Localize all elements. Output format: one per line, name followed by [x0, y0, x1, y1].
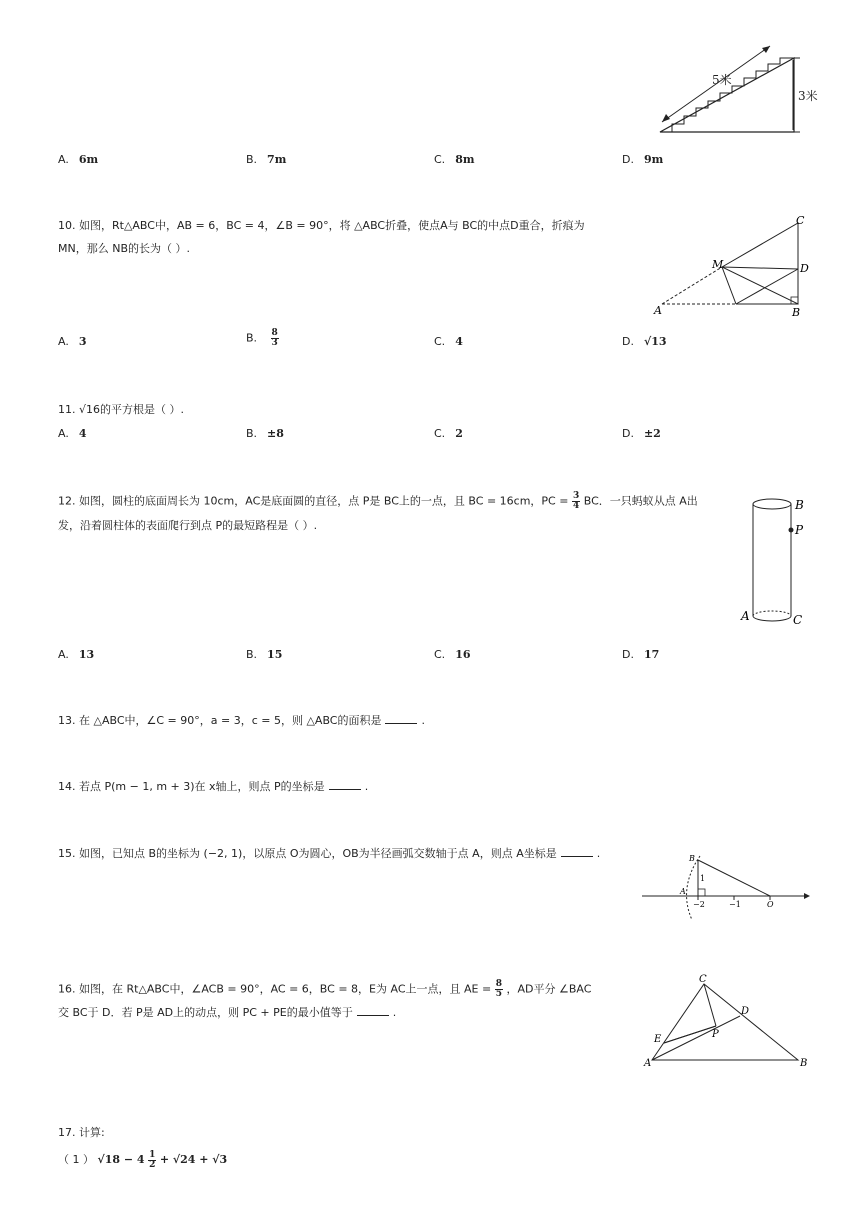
option-letter: A.	[58, 427, 69, 440]
option-value: 6m	[78, 153, 99, 166]
q12-label-c: C	[793, 613, 803, 627]
q16-text-part-b: ，AD平分 ∠BAC	[506, 982, 592, 996]
q10-label-d: D	[800, 262, 809, 275]
q10-text-line1: 10. 如图，Rt△ABC中，AB = 6，BC = 4，∠B = 90°，将 △ABC折叠，使点A与 BC的中点D重合，折痕为	[58, 219, 585, 232]
q15-label-one: 1	[700, 874, 706, 883]
q12-option-b[interactable]	[246, 648, 282, 661]
q14-answer-blank[interactable]	[329, 779, 361, 790]
q11-option-d[interactable]	[622, 427, 661, 440]
q10-label-m: M	[712, 258, 724, 271]
q17-part-label: （ 1 ）	[58, 1153, 94, 1166]
q12-text-line1	[58, 492, 698, 511]
q10-option-c[interactable]	[434, 335, 463, 348]
option-letter: C.	[434, 335, 446, 348]
option-value: 13	[78, 648, 95, 661]
q16-label-e: E	[654, 1034, 662, 1045]
frac-num: 1	[149, 1149, 156, 1160]
fraction-8-5	[495, 980, 503, 999]
q12-text-part-a: 12. 如图，圆柱的底面周长为 10cm，AC是底面圆的直径，点 P是 BC上的一点，且 BC = 16cm，PC =	[58, 494, 569, 508]
q16-label-d: D	[741, 1006, 750, 1017]
q16-text-part-b: .	[392, 1006, 397, 1019]
q12-option-d[interactable]	[622, 648, 659, 661]
q17-part1	[58, 1148, 227, 1172]
q12-text-part-b: BC．一只蚂蚁从点 A出	[583, 494, 698, 508]
q12-label-b: B	[795, 498, 804, 512]
option-value: 17	[643, 648, 660, 661]
q11-text: 11. √16的平方根是（ ）.	[58, 403, 184, 416]
option-value: 4	[78, 427, 87, 440]
q16-label-b: B	[800, 1058, 808, 1069]
q10-text-line2: MN，那么 NB的长为（ ）.	[58, 242, 190, 255]
frac-num: 3	[572, 491, 580, 501]
frac-num: 8	[271, 328, 278, 338]
option-letter: B.	[246, 648, 258, 661]
q9-label-height: 3米	[798, 89, 818, 103]
q16-label-c: C	[699, 974, 707, 985]
frac-num: 8	[495, 979, 502, 989]
option-letter: A.	[58, 153, 69, 166]
fraction-1-2	[148, 1151, 156, 1170]
option-letter: D.	[622, 335, 634, 348]
option-value: 7m	[267, 153, 287, 166]
q10-label-c: C	[796, 214, 805, 227]
fraction-3-4	[572, 492, 580, 511]
frac-den: 5	[495, 989, 502, 999]
q10-option-a[interactable]	[58, 335, 86, 348]
q13-answer-blank[interactable]	[385, 713, 417, 724]
frac-den: 3	[271, 338, 278, 348]
option-value: ±8	[267, 427, 284, 440]
q14-text-part-a: 14. 若点 P(m − 1, m + 3)在 x轴上，则点 P的坐标是	[58, 780, 325, 793]
option-letter: D.	[622, 648, 634, 661]
option-letter: A.	[58, 335, 69, 348]
q9-option-b[interactable]	[246, 153, 286, 166]
option-letter: C.	[434, 648, 446, 661]
q9-staircase-figure	[650, 40, 820, 140]
option-value: 15	[267, 648, 283, 661]
q16-label-p: P	[712, 1029, 719, 1040]
frac-den: 4	[572, 501, 580, 511]
q10-label-b: B	[792, 306, 801, 319]
q16-triangle-figure	[640, 972, 812, 1072]
q16-text-part-a: 16. 如图，在 Rt△ABC中，∠ACB = 90°，AC = 6，BC = 8，E为 AC上一点，且 AE =	[58, 982, 492, 996]
q10-option-d[interactable]	[622, 335, 667, 348]
q12-option-a[interactable]	[58, 648, 94, 661]
q16-answer-blank[interactable]	[357, 1005, 389, 1016]
q12-option-c[interactable]	[434, 648, 471, 661]
option-letter: B.	[246, 427, 258, 440]
q11-option-a[interactable]	[58, 427, 86, 440]
q9-label-hypotenuse: 5米	[712, 73, 732, 87]
q12-text-line2: 发，沿着圆柱体的表面爬行到点 P的最短路程是（ ）.	[58, 519, 318, 532]
frac-den: 2	[149, 1159, 156, 1170]
option-value: 16	[455, 648, 471, 661]
q14-text	[58, 779, 368, 795]
option-letter: D.	[622, 427, 634, 440]
q10-option-b[interactable]	[246, 329, 279, 348]
option-value: 9m	[643, 153, 664, 166]
q15-label-b: B	[689, 854, 695, 863]
q15-numberline-figure	[640, 838, 812, 923]
option-value: 2	[455, 427, 463, 440]
q9-option-c[interactable]	[434, 153, 474, 166]
q10-label-a: A	[654, 304, 662, 317]
q16-text-line1	[58, 980, 591, 999]
option-letter: A.	[58, 648, 69, 661]
q13-text-part-b: .	[421, 714, 425, 727]
option-value: √13	[643, 335, 667, 348]
q11-option-b[interactable]	[246, 427, 284, 440]
option-letter: C.	[434, 153, 446, 166]
q16-text-line2	[58, 1005, 396, 1021]
option-letter: C.	[434, 427, 446, 440]
q12-label-p: P	[795, 523, 804, 537]
q10-fold-figure	[650, 212, 810, 322]
q13-text	[58, 713, 425, 729]
q16-text-part-a: 交 BC于 D．若 P是 AD上的动点，则 PC + PE的最小值等于	[58, 1006, 353, 1019]
q14-text-part-b: .	[364, 780, 369, 793]
q15-text-part-b: .	[596, 847, 601, 860]
q9-option-a[interactable]	[58, 153, 98, 166]
q17-title: 17. 计算:	[58, 1126, 105, 1139]
option-value: 8m	[455, 153, 475, 166]
option-letter: D.	[622, 153, 634, 166]
q15-answer-blank[interactable]	[561, 846, 593, 857]
q12-cylinder-figure	[735, 490, 815, 630]
q15-tick-minus-one: −1	[729, 900, 741, 909]
q12-label-a: A	[741, 609, 750, 623]
q17-expr-part-b: + √24 + √3	[159, 1153, 228, 1166]
option-letter: B.	[246, 153, 258, 166]
q15-text	[58, 846, 600, 862]
q15-label-o: O	[767, 900, 774, 909]
q13-text-part-a: 13. 在 △ABC中，∠C = 90°，a = 3，c = 5，则 △ABC的面积是	[58, 714, 382, 727]
q17-expr-part-a: √18 − 4	[97, 1153, 145, 1166]
q15-text-part-a: 15. 如图，已知点 B的坐标为 (−2, 1)，以原点 O为圆心，OB为半径画弧交数轴于点 A，则点 A坐标是	[58, 847, 557, 860]
option-value: ±2	[643, 427, 661, 440]
option-letter: B.	[246, 331, 258, 345]
q9-option-d[interactable]	[622, 153, 663, 166]
q11-option-c[interactable]	[434, 427, 463, 440]
q16-label-a: A	[644, 1058, 652, 1069]
option-value: 3	[78, 335, 87, 348]
option-value: 4	[455, 335, 463, 348]
q15-label-a: A	[680, 887, 686, 896]
q15-tick-minus-two: −2	[693, 900, 705, 909]
fraction	[271, 329, 279, 348]
